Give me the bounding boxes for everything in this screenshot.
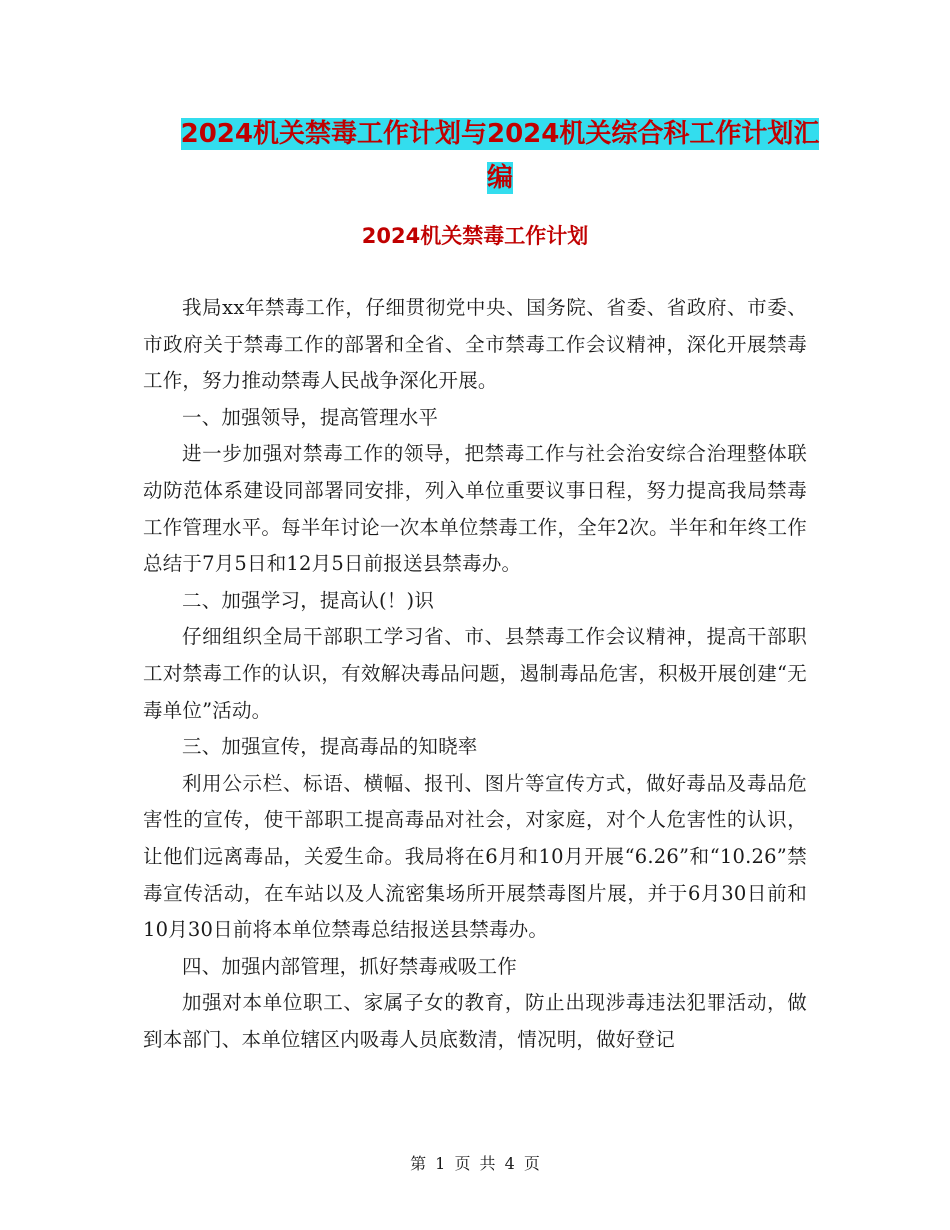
document-title-line1: 2024机关禁毒工作计划与2024机关综合科工作计划汇 bbox=[180, 119, 820, 149]
heading-leadership: 一、加强领导，提高管理水平 bbox=[182, 405, 439, 429]
document-body bbox=[143, 290, 807, 1058]
page-footer: 第 1 页 共 4 页 bbox=[410, 1154, 540, 1173]
section-title: 2024机关禁毒工作计划 bbox=[361, 224, 589, 248]
paragraph-intro: 我局xx年禁毒工作，仔细贯彻党中央、国务院、省委、省政府、市委、市政府关于禁毒工作的部署和全省、全市禁毒工作会议精神，深化开展禁毒工作，努力推动禁毒人民战争深化开展。 bbox=[143, 296, 807, 393]
paragraph-publicity: 利用公示栏、标语、横幅、报刊、图片等宣传方式，做好毒品及毒品危害性的宣传，使干部职工提高毒品对社会，对家庭，对个人危害性的认识，让他们远离毒品，关爱生命。我局将在6月和10月开展“6.26”和“10.26”禁毒宣传活动，在车站以及人流密集场所开展禁毒图片展，并于6月30日前和10月30日前将本单位禁毒总结报送县禁毒办。 bbox=[143, 771, 807, 942]
paragraph-internal-management: 加强对本单位职工、家属子女的教育，防止出现涉毒违法犯罪活动，做到本部门、本单位辖区内吸毒人员底数清，情况明，做好登记 bbox=[143, 991, 807, 1051]
paragraph-leadership: 进一步加强对禁毒工作的领导，把禁毒工作与社会治安综合治理整体联动防范体系建设同部署同安排，列入单位重要议事日程，努力提高我局禁毒工作管理水平。每半年讨论一次本单位禁毒工作，全年2次。半年和年终工作总结于7月5日和12月5日前报送县禁毒办。 bbox=[143, 442, 807, 576]
document-title bbox=[150, 112, 850, 200]
heading-study: 二、加强学习，提高认(！)识 bbox=[182, 588, 435, 612]
document-title-line2: 编 bbox=[486, 163, 513, 193]
paragraph-study: 仔细组织全局干部职工学习省、市、县禁毒工作会议精神，提高干部职工对禁毒工作的认识，有效解决毒品问题，遏制毒品危害，积极开展创建“无毒单位”活动。 bbox=[143, 625, 807, 722]
heading-publicity: 三、加强宣传，提高毒品的知晓率 bbox=[182, 735, 478, 759]
heading-internal-management: 四、加强内部管理，抓好禁毒戒吸工作 bbox=[182, 954, 517, 978]
